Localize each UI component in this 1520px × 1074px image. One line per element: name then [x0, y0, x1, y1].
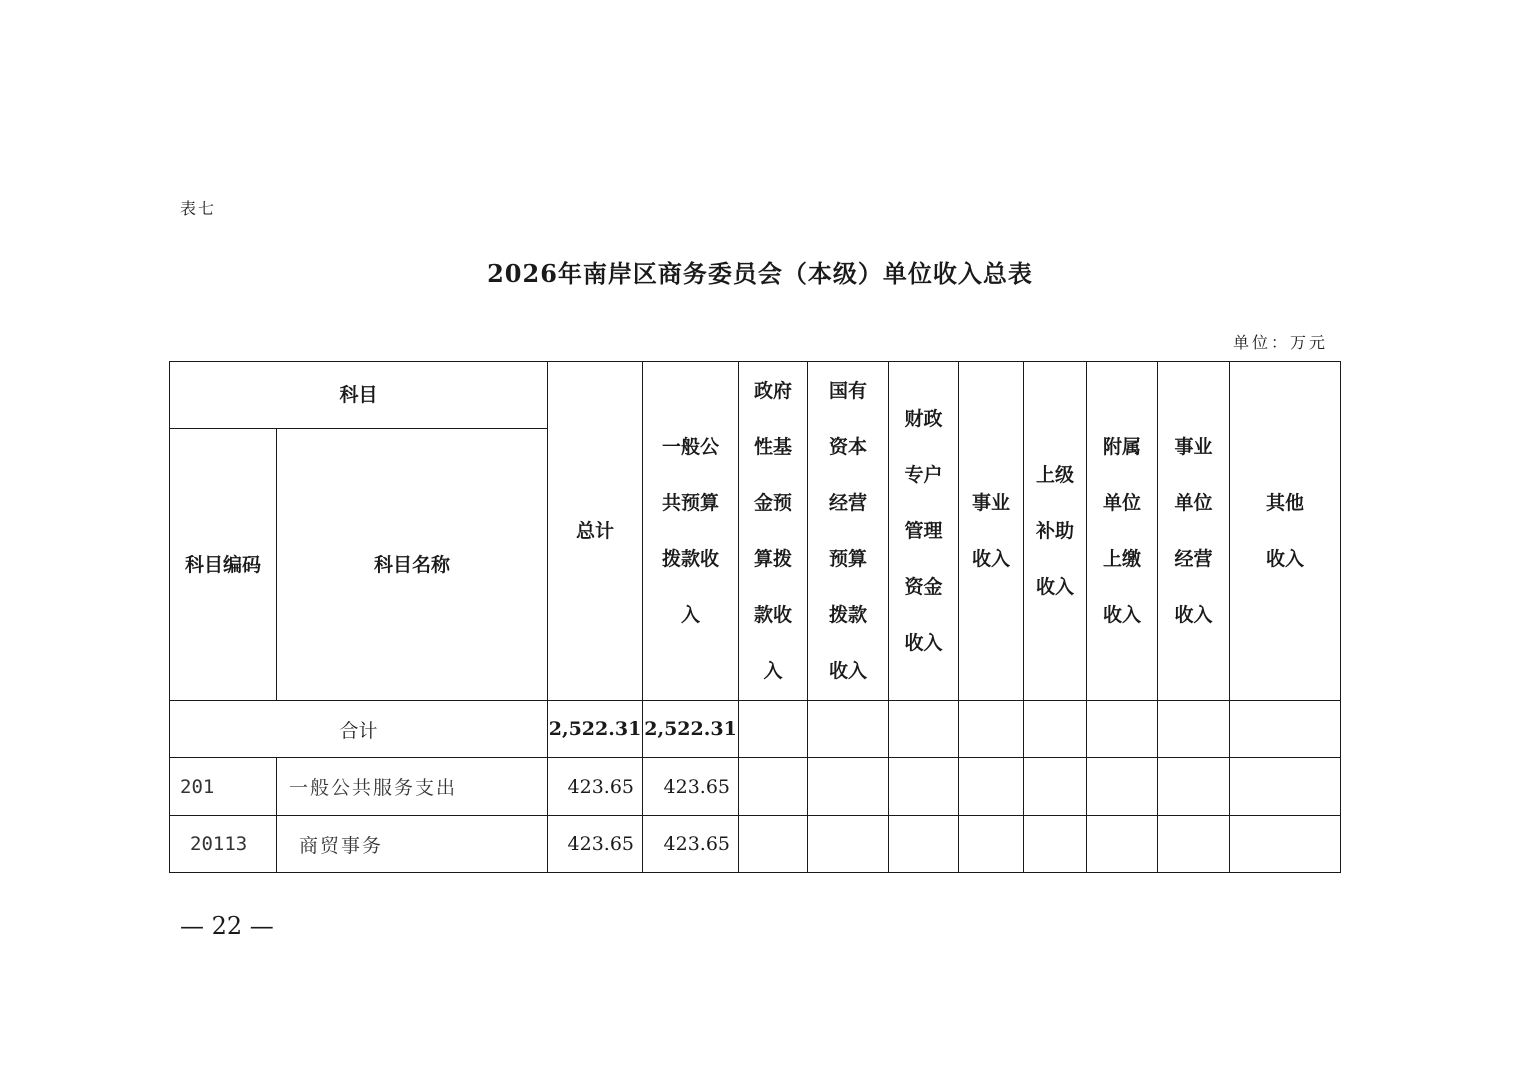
header-subject: 科目 [170, 362, 548, 429]
total-row [170, 701, 1341, 758]
unit-label: 单位：万元 [1232, 333, 1328, 352]
header-general-budget: 一般公共预算拨款收入 [643, 362, 739, 701]
empty-cell [808, 701, 889, 758]
header-affiliate-income: 附属单位上缴收入 [1087, 362, 1158, 701]
header-state-capital: 国有资本经营预算拨款收入 [808, 362, 889, 701]
header-other-income: 其他收入 [1230, 362, 1341, 701]
header-total: 总计 [548, 362, 643, 701]
header-row-1 [170, 362, 1341, 429]
empty-cell [889, 758, 959, 816]
header-subject-name: 科目名称 [277, 429, 548, 701]
empty-cell [1087, 701, 1158, 758]
header-subject-code: 科目编码 [170, 429, 277, 701]
row-code: 201 [170, 758, 277, 816]
empty-cell [1024, 701, 1087, 758]
empty-cell [959, 816, 1024, 873]
row-total: 423.65 [548, 758, 643, 816]
empty-cell [1158, 816, 1230, 873]
empty-cell [1087, 758, 1158, 816]
total-label: 合计 [170, 701, 548, 758]
empty-cell [1230, 816, 1341, 873]
table-label: 表七 [180, 199, 217, 218]
row-name: 商贸事务 [277, 816, 548, 873]
header-gov-fund: 政府性基金预算拨款收入 [739, 362, 808, 701]
row-name: 一般公共服务支出 [277, 758, 548, 816]
empty-cell [808, 816, 889, 873]
header-fiscal-special: 财政专户管理资金收入 [889, 362, 959, 701]
empty-cell [889, 701, 959, 758]
income-summary-table [169, 361, 1341, 873]
empty-cell [1087, 816, 1158, 873]
empty-cell [739, 701, 808, 758]
header-business-operating: 事业单位经营收入 [1158, 362, 1230, 701]
header-superior-subsidy: 上级补助收入 [1024, 362, 1087, 701]
empty-cell [959, 701, 1024, 758]
empty-cell [739, 758, 808, 816]
empty-cell [1230, 758, 1341, 816]
empty-cell [1024, 816, 1087, 873]
row-general-budget: 423.65 [643, 816, 739, 873]
page-number: — 22 — [180, 912, 274, 940]
row-general-budget: 423.65 [643, 758, 739, 816]
empty-cell [1158, 758, 1230, 816]
empty-cell [959, 758, 1024, 816]
table-row [170, 816, 1341, 873]
total-general-budget: 2,522.31 [643, 701, 739, 758]
document-title: 2026年南岸区商务委员会（本级）单位收入总表 [487, 259, 1033, 288]
empty-cell [1158, 701, 1230, 758]
row-code: 20113 [170, 816, 277, 873]
row-total: 423.65 [548, 816, 643, 873]
empty-cell [739, 816, 808, 873]
empty-cell [1024, 758, 1087, 816]
table-row [170, 758, 1341, 816]
empty-cell [1230, 701, 1341, 758]
empty-cell [889, 816, 959, 873]
header-business-income: 事业收入 [959, 362, 1024, 701]
total-sum: 2,522.31 [548, 701, 643, 758]
empty-cell [808, 758, 889, 816]
